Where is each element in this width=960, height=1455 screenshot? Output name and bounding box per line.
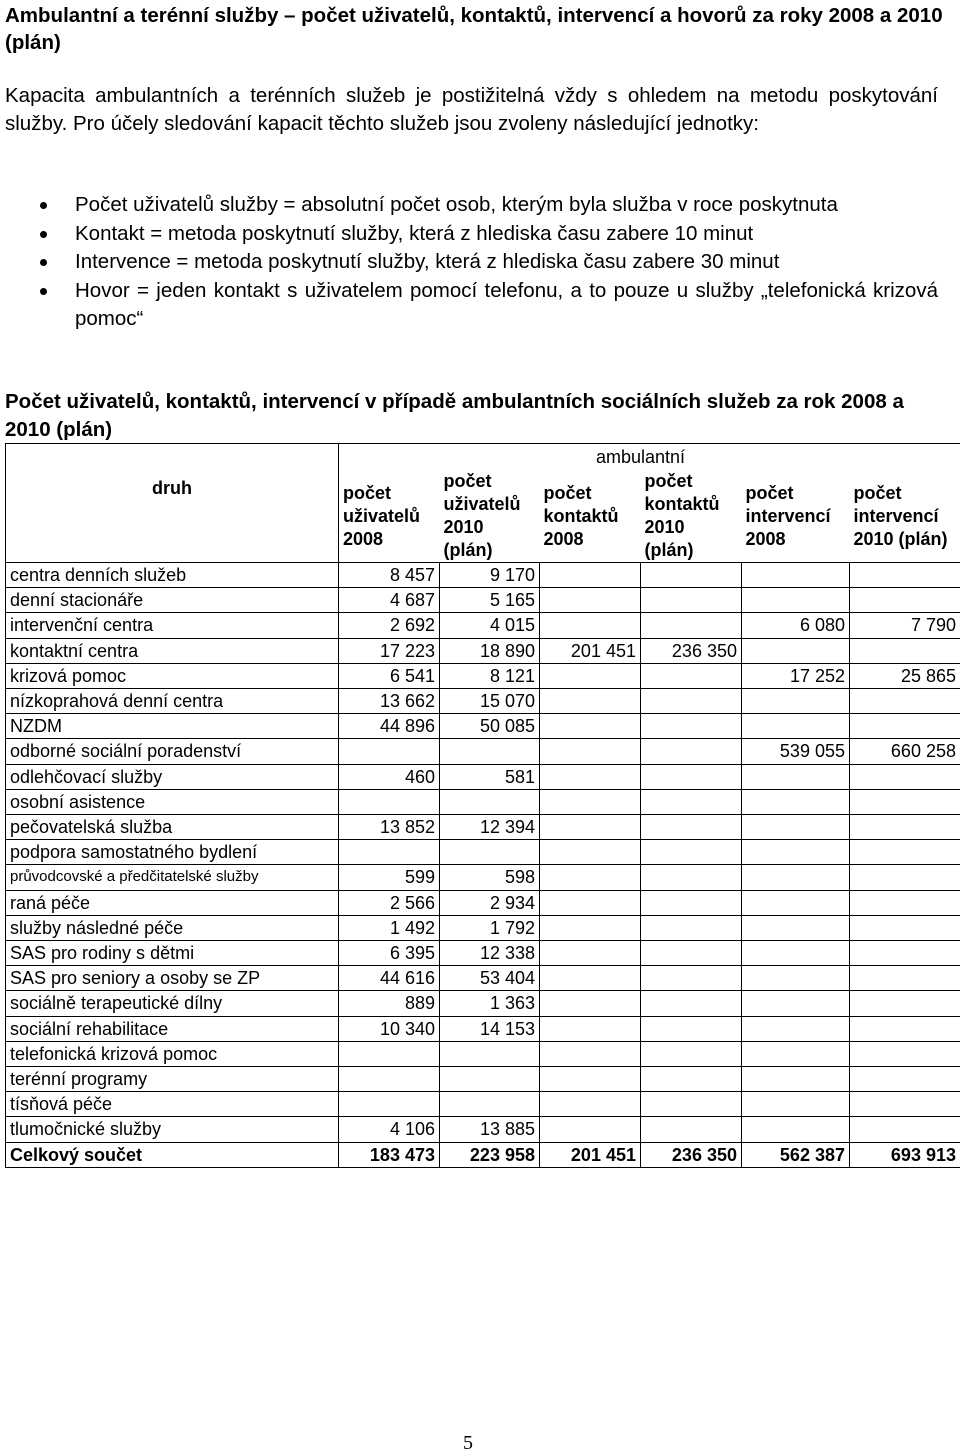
- table-row: [6, 991, 960, 1016]
- cell-contacts-2010: [641, 1041, 742, 1066]
- cell-contacts-2010: [641, 663, 742, 688]
- cell-contacts-2008: [540, 1117, 641, 1142]
- cell-contacts-2008: [540, 966, 641, 991]
- header-spacer: [742, 444, 850, 471]
- bullet-icon: [40, 202, 47, 209]
- cell-interventions-2010: [850, 789, 960, 814]
- services-table: [5, 443, 960, 1168]
- column-header-interventions-2010: počet intervencí 2010 (plán): [850, 470, 960, 563]
- column-header-contacts-2008: počet kontaktů 2008: [540, 470, 641, 563]
- cell-contacts-2008: [540, 991, 641, 1016]
- cell-users-2008: 2 692: [339, 613, 440, 638]
- cell-service-name: pečovatelská služba: [6, 815, 339, 840]
- cell-interventions-2008: [742, 638, 850, 663]
- table-row: [6, 764, 960, 789]
- cell-contacts-2010: [641, 613, 742, 638]
- cell-users-2008: 2 566: [339, 890, 440, 915]
- cell-interventions-2008: [742, 714, 850, 739]
- cell-users-2010: 18 890: [440, 638, 540, 663]
- table-row: [6, 915, 960, 940]
- cell-contacts-2008: [540, 1041, 641, 1066]
- cell-interventions-2008: [742, 966, 850, 991]
- bullet-icon: [40, 231, 47, 238]
- cell-interventions-2010: [850, 840, 960, 865]
- units-list-item: [40, 220, 938, 249]
- cell-interventions-2008: [742, 563, 850, 588]
- cell-users-2008: 6 541: [339, 663, 440, 688]
- cell-users-2008: [339, 1092, 440, 1117]
- table-row: [6, 1016, 960, 1041]
- cell-interventions-2008: [742, 1117, 850, 1142]
- unit-text: Počet uživatelů služby = absolutní počet osob, kterým byla služba v roce poskytnuta: [75, 193, 838, 216]
- cell-interventions-2010: 7 790: [850, 613, 960, 638]
- cell-users-2010: 15 070: [440, 689, 540, 714]
- cell-service-name: tísňová péče: [6, 1092, 339, 1117]
- cell-contacts-2010: [641, 563, 742, 588]
- cell-users-2008: 44 896: [339, 714, 440, 739]
- cell-interventions-2010: [850, 1041, 960, 1066]
- cell-contacts-2010: [641, 714, 742, 739]
- cell-interventions-2010: [850, 865, 960, 890]
- cell-service-name: terénní programy: [6, 1067, 339, 1092]
- cell-contacts-2010: [641, 588, 742, 613]
- table-row: [6, 563, 960, 588]
- intro-paragraph: [5, 82, 938, 138]
- cell-service-name: raná péče: [6, 890, 339, 915]
- cell-users-2008: 183 473: [339, 1142, 440, 1167]
- cell-contacts-2008: 201 451: [540, 1142, 641, 1167]
- cell-users-2010: 14 153: [440, 1016, 540, 1041]
- cell-service-name: telefonická krizová pomoc: [6, 1041, 339, 1066]
- cell-contacts-2008: [540, 1067, 641, 1092]
- cell-interventions-2008: [742, 941, 850, 966]
- cell-users-2008: 13 662: [339, 689, 440, 714]
- cell-contacts-2008: [540, 789, 641, 814]
- cell-service-name: podpora samostatného bydlení: [6, 840, 339, 865]
- cell-users-2010: [440, 840, 540, 865]
- cell-contacts-2008: [540, 941, 641, 966]
- cell-interventions-2008: [742, 865, 850, 890]
- cell-interventions-2010: [850, 764, 960, 789]
- cell-users-2010: 598: [440, 865, 540, 890]
- cell-interventions-2010: [850, 966, 960, 991]
- cell-users-2008: 6 395: [339, 941, 440, 966]
- cell-contacts-2010: [641, 991, 742, 1016]
- units-list: [40, 191, 938, 334]
- cell-service-name: krizová pomoc: [6, 663, 339, 688]
- cell-contacts-2010: [641, 865, 742, 890]
- cell-service-name: NZDM: [6, 714, 339, 739]
- cell-contacts-2008: [540, 865, 641, 890]
- table-header-row: [6, 444, 960, 471]
- cell-interventions-2010: [850, 1117, 960, 1142]
- cell-contacts-2008: [540, 689, 641, 714]
- cell-interventions-2010: [850, 638, 960, 663]
- cell-interventions-2010: [850, 915, 960, 940]
- cell-contacts-2010: [641, 1016, 742, 1041]
- cell-contacts-2008: [540, 1092, 641, 1117]
- cell-interventions-2008: 539 055: [742, 739, 850, 764]
- cell-users-2008: 889: [339, 991, 440, 1016]
- cell-interventions-2008: [742, 764, 850, 789]
- cell-service-name: průvodcovské a předčitatelské služby: [6, 865, 339, 890]
- cell-interventions-2010: [850, 1016, 960, 1041]
- cell-service-name: kontaktní centra: [6, 638, 339, 663]
- table-row: [6, 789, 960, 814]
- cell-service-name: denní stacionáře: [6, 588, 339, 613]
- cell-contacts-2010: [641, 941, 742, 966]
- cell-contacts-2010: [641, 689, 742, 714]
- cell-contacts-2010: [641, 840, 742, 865]
- cell-service-name: centra denních služeb: [6, 563, 339, 588]
- table-row: [6, 638, 960, 663]
- cell-users-2008: [339, 1041, 440, 1066]
- cell-interventions-2010: [850, 991, 960, 1016]
- cell-service-name: odborné sociální poradenství: [6, 739, 339, 764]
- cell-contacts-2010: 236 350: [641, 1142, 742, 1167]
- cell-users-2010: 12 338: [440, 941, 540, 966]
- cell-contacts-2010: [641, 966, 742, 991]
- cell-service-name: intervenční centra: [6, 613, 339, 638]
- cell-users-2010: 13 885: [440, 1117, 540, 1142]
- cell-interventions-2010: [850, 941, 960, 966]
- bullet-icon: [40, 288, 47, 295]
- cell-interventions-2008: [742, 789, 850, 814]
- cell-interventions-2008: [742, 1067, 850, 1092]
- intro-part-1: Kapacita ambulantních a terénních služeb je postižitelná vždy s ohledem na metodu poskytování služby.: [5, 84, 938, 135]
- cell-users-2010: 12 394: [440, 815, 540, 840]
- cell-service-name: sociálně terapeutické dílny: [6, 991, 339, 1016]
- cell-contacts-2008: [540, 915, 641, 940]
- table-row: [6, 689, 960, 714]
- cell-contacts-2010: [641, 890, 742, 915]
- cell-interventions-2010: [850, 1092, 960, 1117]
- column-header-druh: druh: [6, 444, 339, 563]
- cell-users-2010: 2 934: [440, 890, 540, 915]
- table-row: [6, 966, 960, 991]
- cell-contacts-2008: [540, 663, 641, 688]
- table-row: [6, 1117, 960, 1142]
- cell-interventions-2010: [850, 890, 960, 915]
- cell-users-2010: 53 404: [440, 966, 540, 991]
- cell-contacts-2010: [641, 764, 742, 789]
- cell-interventions-2010: 25 865: [850, 663, 960, 688]
- cell-users-2010: [440, 1067, 540, 1092]
- cell-interventions-2010: [850, 563, 960, 588]
- cell-users-2010: 50 085: [440, 714, 540, 739]
- cell-interventions-2010: 660 258: [850, 739, 960, 764]
- units-list-item: [40, 248, 938, 277]
- table-body: [6, 563, 960, 1168]
- cell-contacts-2010: [641, 739, 742, 764]
- cell-users-2010: 4 015: [440, 613, 540, 638]
- cell-users-2010: [440, 789, 540, 814]
- group-header-ambulantni: ambulantní: [540, 444, 742, 471]
- table-row: [6, 1041, 960, 1066]
- cell-users-2008: [339, 840, 440, 865]
- cell-users-2010: 9 170: [440, 563, 540, 588]
- intro-part-2: Pro účely sledování kapacit těchto služeb jsou zvoleny následující jednotky:: [67, 112, 759, 135]
- cell-contacts-2008: [540, 563, 641, 588]
- cell-users-2010: 1 792: [440, 915, 540, 940]
- cell-interventions-2008: [742, 991, 850, 1016]
- table-row: [6, 588, 960, 613]
- cell-contacts-2010: 236 350: [641, 638, 742, 663]
- cell-users-2008: 460: [339, 764, 440, 789]
- cell-service-name: sociální rehabilitace: [6, 1016, 339, 1041]
- cell-users-2008: 599: [339, 865, 440, 890]
- cell-contacts-2010: [641, 815, 742, 840]
- cell-contacts-2008: [540, 815, 641, 840]
- cell-interventions-2008: [742, 840, 850, 865]
- cell-interventions-2008: [742, 890, 850, 915]
- cell-users-2010: [440, 1092, 540, 1117]
- cell-service-name: osobní asistence: [6, 789, 339, 814]
- cell-interventions-2008: [742, 1092, 850, 1117]
- cell-users-2008: [339, 789, 440, 814]
- table-row: [6, 663, 960, 688]
- cell-contacts-2008: [540, 840, 641, 865]
- cell-users-2010: 8 121: [440, 663, 540, 688]
- table-row: [6, 1092, 960, 1117]
- table-total-row: [6, 1142, 960, 1167]
- page-title: Ambulantní a terénní služby – počet uživatelů, kontaktů, intervencí a hovorů za roky 2008 a 2010 (plán): [5, 4, 943, 54]
- table-row: [6, 1067, 960, 1092]
- cell-interventions-2008: 17 252: [742, 663, 850, 688]
- header-spacer: [440, 444, 540, 471]
- cell-interventions-2010: [850, 714, 960, 739]
- cell-service-name: Celkový součet: [6, 1142, 339, 1167]
- table-row: [6, 714, 960, 739]
- cell-interventions-2010: [850, 689, 960, 714]
- header-spacer: [339, 444, 440, 471]
- cell-users-2008: 8 457: [339, 563, 440, 588]
- cell-contacts-2008: 201 451: [540, 638, 641, 663]
- cell-contacts-2010: [641, 1117, 742, 1142]
- cell-contacts-2008: [540, 613, 641, 638]
- cell-service-name: odlehčovací služby: [6, 764, 339, 789]
- cell-interventions-2008: [742, 689, 850, 714]
- cell-interventions-2008: [742, 815, 850, 840]
- cell-interventions-2008: 562 387: [742, 1142, 850, 1167]
- column-header-users-2008: počet uživatelů 2008: [339, 470, 440, 563]
- table-row: [6, 840, 960, 865]
- cell-users-2010: 1 363: [440, 991, 540, 1016]
- cell-interventions-2008: [742, 1041, 850, 1066]
- table-row: [6, 815, 960, 840]
- header-spacer: [850, 444, 960, 471]
- cell-service-name: služby následné péče: [6, 915, 339, 940]
- cell-service-name: SAS pro rodiny s dětmi: [6, 941, 339, 966]
- column-header-contacts-2010: počet kontaktů 2010 (plán): [641, 470, 742, 563]
- cell-interventions-2010: [850, 815, 960, 840]
- cell-contacts-2010: [641, 789, 742, 814]
- cell-users-2010: [440, 1041, 540, 1066]
- cell-users-2008: [339, 739, 440, 764]
- cell-users-2008: 44 616: [339, 966, 440, 991]
- units-list-item: [40, 277, 938, 334]
- page-number: 5: [463, 1432, 473, 1454]
- cell-users-2008: 4 106: [339, 1117, 440, 1142]
- cell-contacts-2008: [540, 890, 641, 915]
- table-row: [6, 739, 960, 764]
- cell-interventions-2008: [742, 915, 850, 940]
- cell-interventions-2010: 693 913: [850, 1142, 960, 1167]
- cell-users-2010: 5 165: [440, 588, 540, 613]
- cell-interventions-2008: [742, 1016, 850, 1041]
- cell-interventions-2008: 6 080: [742, 613, 850, 638]
- bullet-icon: [40, 259, 47, 266]
- cell-users-2008: 10 340: [339, 1016, 440, 1041]
- cell-users-2008: 13 852: [339, 815, 440, 840]
- cell-contacts-2008: [540, 764, 641, 789]
- units-list-item: [40, 191, 938, 220]
- cell-users-2008: 1 492: [339, 915, 440, 940]
- cell-users-2008: 4 687: [339, 588, 440, 613]
- cell-users-2008: [339, 1067, 440, 1092]
- cell-interventions-2010: [850, 1067, 960, 1092]
- cell-contacts-2008: [540, 588, 641, 613]
- cell-users-2008: 17 223: [339, 638, 440, 663]
- table-row: [6, 865, 960, 890]
- cell-contacts-2010: [641, 1067, 742, 1092]
- cell-interventions-2010: [850, 588, 960, 613]
- cell-contacts-2008: [540, 739, 641, 764]
- cell-service-name: SAS pro seniory a osoby se ZP: [6, 966, 339, 991]
- cell-users-2010: 581: [440, 764, 540, 789]
- cell-service-name: tlumočnické služby: [6, 1117, 339, 1142]
- column-header-interventions-2008: počet intervencí 2008: [742, 470, 850, 563]
- column-header-users-2010: počet uživatelů 2010 (plán): [440, 470, 540, 563]
- cell-users-2010: 223 958: [440, 1142, 540, 1167]
- cell-users-2010: [440, 739, 540, 764]
- table-row: [6, 890, 960, 915]
- table-title: Počet uživatelů, kontaktů, intervencí v případě ambulantních sociálních služeb za rok 2008 a 2010 (plán): [5, 390, 904, 441]
- cell-contacts-2008: [540, 714, 641, 739]
- table-row: [6, 941, 960, 966]
- cell-interventions-2008: [742, 588, 850, 613]
- cell-contacts-2008: [540, 1016, 641, 1041]
- cell-contacts-2010: [641, 1092, 742, 1117]
- unit-text: Kontakt = metoda poskytnutí služby, která z hlediska času zabere 10 minut: [75, 221, 754, 245]
- cell-service-name: nízkoprahová denní centra: [6, 689, 339, 714]
- unit-text: Hovor = jeden kontakt s uživatelem pomocí telefonu, a to pouze u služby „telefonická krizová pomoc“: [75, 278, 938, 330]
- unit-text: Intervence = metoda poskytnutí služby, která z hlediska času zabere 30 minut: [75, 250, 780, 273]
- table-row: [6, 613, 960, 638]
- cell-contacts-2010: [641, 915, 742, 940]
